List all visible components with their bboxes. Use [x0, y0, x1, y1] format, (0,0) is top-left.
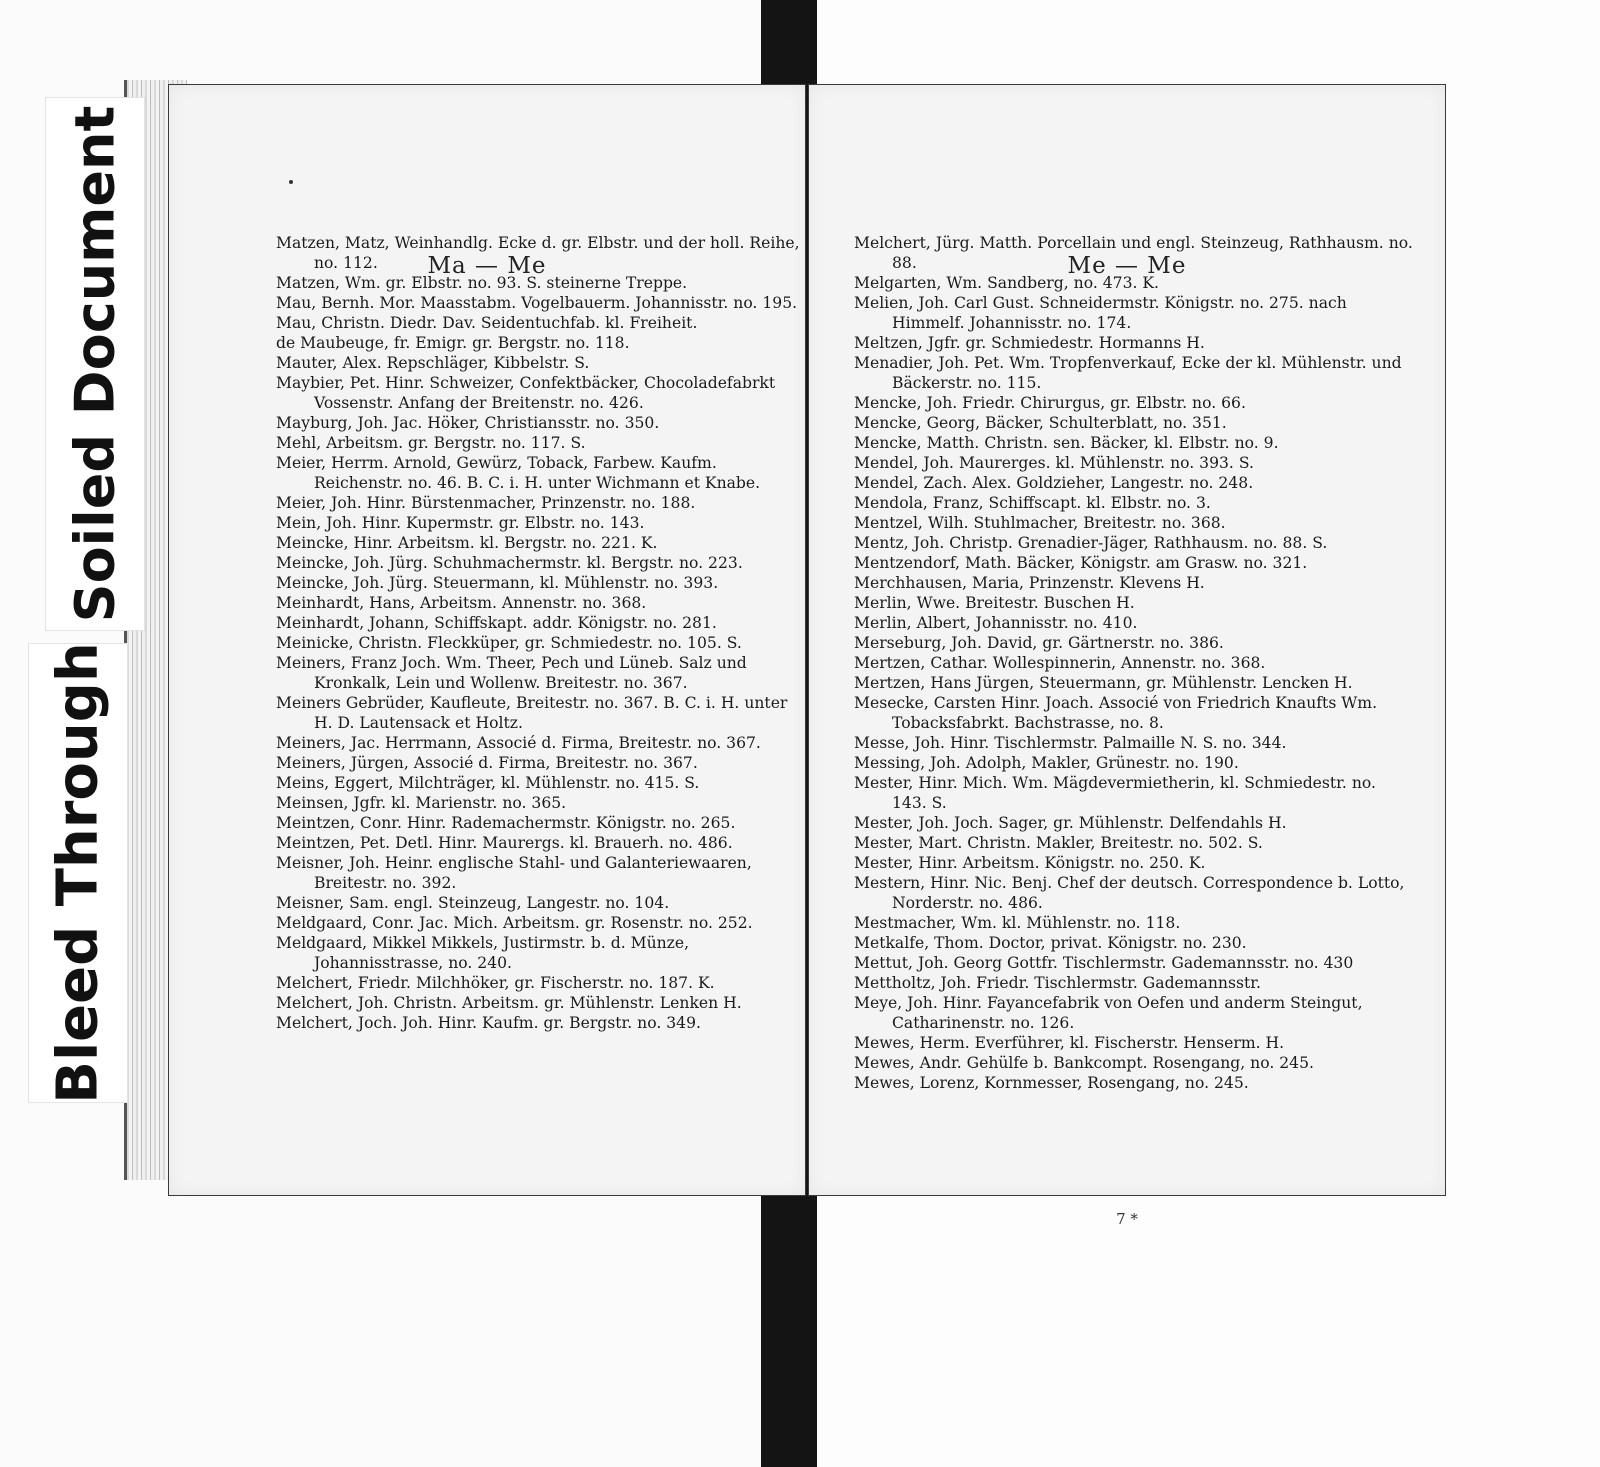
- directory-entry: Meinsen, Jgfr. kl. Marienstr. no. 365.: [276, 794, 567, 812]
- directory-entry: Meincke, Hinr. Arbeitsm. kl. Bergstr. no. 221. K.: [276, 534, 658, 552]
- left-page: [168, 84, 806, 1196]
- directory-entry: Meiners, Jürgen, Associé d. Firma, Breitestr. no. 367.: [276, 754, 698, 772]
- directory-entry: Mentzendorf, Math. Bäcker, Königstr. am Grasw. no. 321.: [854, 554, 1308, 572]
- directory-entry: Meins, Eggert, Milchträger, kl. Mühlenstr. no. 415. S.: [276, 774, 700, 792]
- directory-entry: Merseburg, Joh. David, gr. Gärtnerstr. no. 386.: [854, 634, 1224, 652]
- left-entry-list: [276, 233, 801, 1033]
- directory-entry: Meincke, Joh. Jürg. Schuhmachermstr. kl. Bergstr. no. 223.: [276, 554, 743, 572]
- directory-entry: Maybier, Pet. Hinr. Schweizer, Confektbäcker, Chocoladefabrkt Vossenstr. Anfang der Breitenstr. no. 426.: [276, 374, 776, 412]
- directory-entry: Meincke, Joh. Jürg. Steuermann, kl. Mühlenstr. no. 393.: [276, 574, 719, 592]
- directory-entry: Mester, Joh. Joch. Sager, gr. Mühlenstr. Delfendahls H.: [854, 814, 1287, 832]
- directory-entry: Messe, Joh. Hinr. Tischlermstr. Palmaille N. S. no. 344.: [854, 734, 1287, 752]
- directory-entry: Meinicke, Christn. Fleckküper, gr. Schmiedestr. no. 105. S.: [276, 634, 742, 652]
- directory-entry: Mendel, Joh. Maurerges. kl. Mühlenstr. no. 393. S.: [854, 454, 1254, 472]
- directory-entry: Mertzen, Hans Jürgen, Steuermann, gr. Mühlenstr. Lencken H.: [854, 674, 1353, 692]
- directory-entry: de Maubeuge, fr. Emigr. gr. Bergstr. no. 118.: [276, 334, 630, 352]
- directory-entry: Mestmacher, Wm. kl. Mühlenstr. no. 118.: [854, 914, 1181, 932]
- directory-entry: Meldgaard, Mikkel Mikkels, Justirmstr. b. d. Münze, Johannisstrasse, no. 240.: [276, 934, 690, 972]
- page-folio: 7 *: [1116, 1210, 1138, 1228]
- directory-entry: Meye, Joh. Hinr. Fayancefabrik von Oefen und anderm Steingut, Catharinenstr. no. 126.: [854, 994, 1363, 1032]
- directory-entry: Mehl, Arbeitsm. gr. Bergstr. no. 117. S.: [276, 434, 586, 452]
- directory-entry: Melgarten, Wm. Sandberg, no. 473. K.: [854, 274, 1160, 292]
- directory-entry: Mauter, Alex. Repschläger, Kibbelstr. S.: [276, 354, 590, 372]
- bleed-through-text: Bleed Through: [45, 642, 111, 1104]
- directory-entry: Meiners, Jac. Herrmann, Associé d. Firma, Breitestr. no. 367.: [276, 734, 761, 752]
- directory-entry: Meisner, Joh. Heinr. englische Stahl- und Galanteriewaaren, Breitestr. no. 392.: [276, 854, 752, 892]
- directory-entry: Mettholtz, Joh. Friedr. Tischlermstr. Gademannsstr.: [854, 974, 1261, 992]
- directory-entry: Mestern, Hinr. Nic. Benj. Chef der deutsch. Correspondence b. Lotto, Norderstr. no. 486.: [854, 874, 1405, 912]
- directory-entry: Mendel, Zach. Alex. Goldzieher, Langestr. no. 248.: [854, 474, 1254, 492]
- directory-entry: Mester, Hinr. Mich. Wm. Mägdevermietherin, kl. Schmiedestr. no. 143. S.: [854, 774, 1376, 812]
- directory-entry: Mau, Christn. Diedr. Dav. Seidentuchfab. kl. Freiheit.: [276, 314, 698, 332]
- directory-entry: Mencke, Georg, Bäcker, Schulterblatt, no. 351.: [854, 414, 1227, 432]
- directory-entry: Merlin, Wwe. Breitestr. Buschen H.: [854, 594, 1135, 612]
- directory-entry: Mentzel, Wilh. Stuhlmacher, Breitestr. no. 368.: [854, 514, 1226, 532]
- directory-entry: Meinhardt, Hans, Arbeitsm. Annenstr. no. 368.: [276, 594, 647, 612]
- directory-entry: Mester, Hinr. Arbeitsm. Königstr. no. 250. K.: [854, 854, 1206, 872]
- right-page: [808, 84, 1446, 1228]
- right-page-heading: Me — Me: [1067, 253, 1187, 279]
- soiled-document-label: [46, 98, 144, 630]
- directory-entry: Meier, Herrm. Arnold, Gewürz, Toback, Farbew. Kaufm. Reichenstr. no. 46. B. C. i. H. unter Wichmann et Knabe.: [276, 454, 761, 492]
- directory-entry: Mendola, Franz, Schiffscapt. kl. Elbstr. no. 3.: [854, 494, 1211, 512]
- directory-entry: Melchert, Joh. Christn. Arbeitsm. gr. Mühlenstr. Lenken H.: [276, 994, 742, 1012]
- directory-entry: Matzen, Matz, Weinhandlg. Ecke d. gr. Elbstr. und der holl. Reihe, no. 112.: [276, 234, 800, 272]
- directory-entry: Mewes, Herm. Everführer, kl. Fischerstr. Henserm. H.: [854, 1034, 1285, 1052]
- directory-entry: Messing, Joh. Adolph, Makler, Grünestr. no. 190.: [854, 754, 1239, 772]
- left-page-heading: Ma — Me: [427, 253, 547, 279]
- ink-dot: [289, 180, 293, 184]
- directory-entry: Merchhausen, Maria, Prinzenstr. Klevens H.: [854, 574, 1205, 592]
- directory-entry: Melchert, Friedr. Milchhöker, gr. Fischerstr. no. 187. K.: [276, 974, 715, 992]
- directory-entry: Mettut, Joh. Georg Gottfr. Tischlermstr. Gademannsstr. no. 430: [854, 954, 1354, 972]
- directory-entry: Mertzen, Cathar. Wollespinnerin, Annenstr. no. 368.: [854, 654, 1266, 672]
- directory-entry: Meintzen, Pet. Detl. Hinr. Maurergs. kl. Brauerh. no. 486.: [276, 834, 733, 852]
- directory-entry: Mewes, Andr. Gehülfe b. Bankcompt. Rosengang, no. 245.: [854, 1054, 1314, 1072]
- bleed-through-label: [29, 644, 127, 1102]
- directory-entry: Meintzen, Conr. Hinr. Rademachermstr. Königstr. no. 265.: [276, 814, 736, 832]
- directory-entry: Mayburg, Joh. Jac. Höker, Christiansstr. no. 350.: [276, 414, 660, 432]
- directory-entry: Melien, Joh. Carl Gust. Schneidermstr. Königstr. no. 275. nach Himmelf. Johannisstr. no. 174.: [854, 294, 1347, 332]
- directory-entry: Mau, Bernh. Mor. Maasstabm. Vogelbauerm. Johannisstr. no. 195.: [276, 294, 798, 312]
- soiled-document-text: Soiled Document: [63, 105, 127, 623]
- right-entry-list: [854, 233, 1414, 1093]
- directory-entry: Mewes, Lorenz, Kornmesser, Rosengang, no. 245.: [854, 1074, 1249, 1092]
- directory-entry: Meisner, Sam. engl. Steinzeug, Langestr. no. 104.: [276, 894, 670, 912]
- directory-entry: Matzen, Wm. gr. Elbstr. no. 93. S. steinerne Treppe.: [276, 274, 688, 292]
- directory-entry: Melchert, Joch. Joh. Hinr. Kaufm. gr. Bergstr. no. 349.: [276, 1014, 701, 1032]
- directory-entry: Meiners Gebrüder, Kaufleute, Breitestr. no. 367. B. C. i. H. unter H. D. Lautensack et Holtz.: [276, 694, 788, 732]
- directory-entry: Mester, Mart. Christn. Makler, Breitestr. no. 502. S.: [854, 834, 1263, 852]
- directory-entry: Meinhardt, Johann, Schiffskapt. addr. Königstr. no. 281.: [276, 614, 717, 632]
- directory-entry: Meier, Joh. Hinr. Bürstenmacher, Prinzenstr. no. 188.: [276, 494, 696, 512]
- directory-entry: Melchert, Jürg. Matth. Porcellain und engl. Steinzeug, Rathhausm. no. 88.: [854, 234, 1413, 272]
- directory-entry: Meltzen, Jgfr. gr. Schmiedestr. Hormanns H.: [854, 334, 1205, 352]
- directory-entry: Mesecke, Carsten Hinr. Joach. Associé von Friedrich Knaufts Wm. Tobacksfabrkt. Bachstrasse, no. 8.: [854, 694, 1378, 732]
- directory-entry: Mencke, Matth. Christn. sen. Bäcker, kl. Elbstr. no. 9.: [854, 434, 1279, 452]
- directory-entry: Metkalfe, Thom. Doctor, privat. Königstr. no. 230.: [854, 934, 1247, 952]
- directory-entry: Mein, Joh. Hinr. Kupermstr. gr. Elbstr. no. 143.: [276, 514, 645, 532]
- directory-entry: Mentz, Joh. Christp. Grenadier-Jäger, Rathhausm. no. 88. S.: [854, 534, 1328, 552]
- directory-entry: Meiners, Franz Joch. Wm. Theer, Pech und Lüneb. Salz und Kronkalk, Lein und Wollenw. Breitestr. no. 367.: [276, 654, 747, 692]
- directory-entry: Merlin, Albert, Johannisstr. no. 410.: [854, 614, 1138, 632]
- directory-entry: Meldgaard, Conr. Jac. Mich. Arbeitsm. gr. Rosenstr. no. 252.: [276, 914, 753, 932]
- directory-entry: Mencke, Joh. Friedr. Chirurgus, gr. Elbstr. no. 66.: [854, 394, 1246, 412]
- directory-entry: Menadier, Joh. Pet. Wm. Tropfenverkauf, Ecke der kl. Mühlenstr. und Bäckerstr. no. 115.: [854, 354, 1402, 392]
